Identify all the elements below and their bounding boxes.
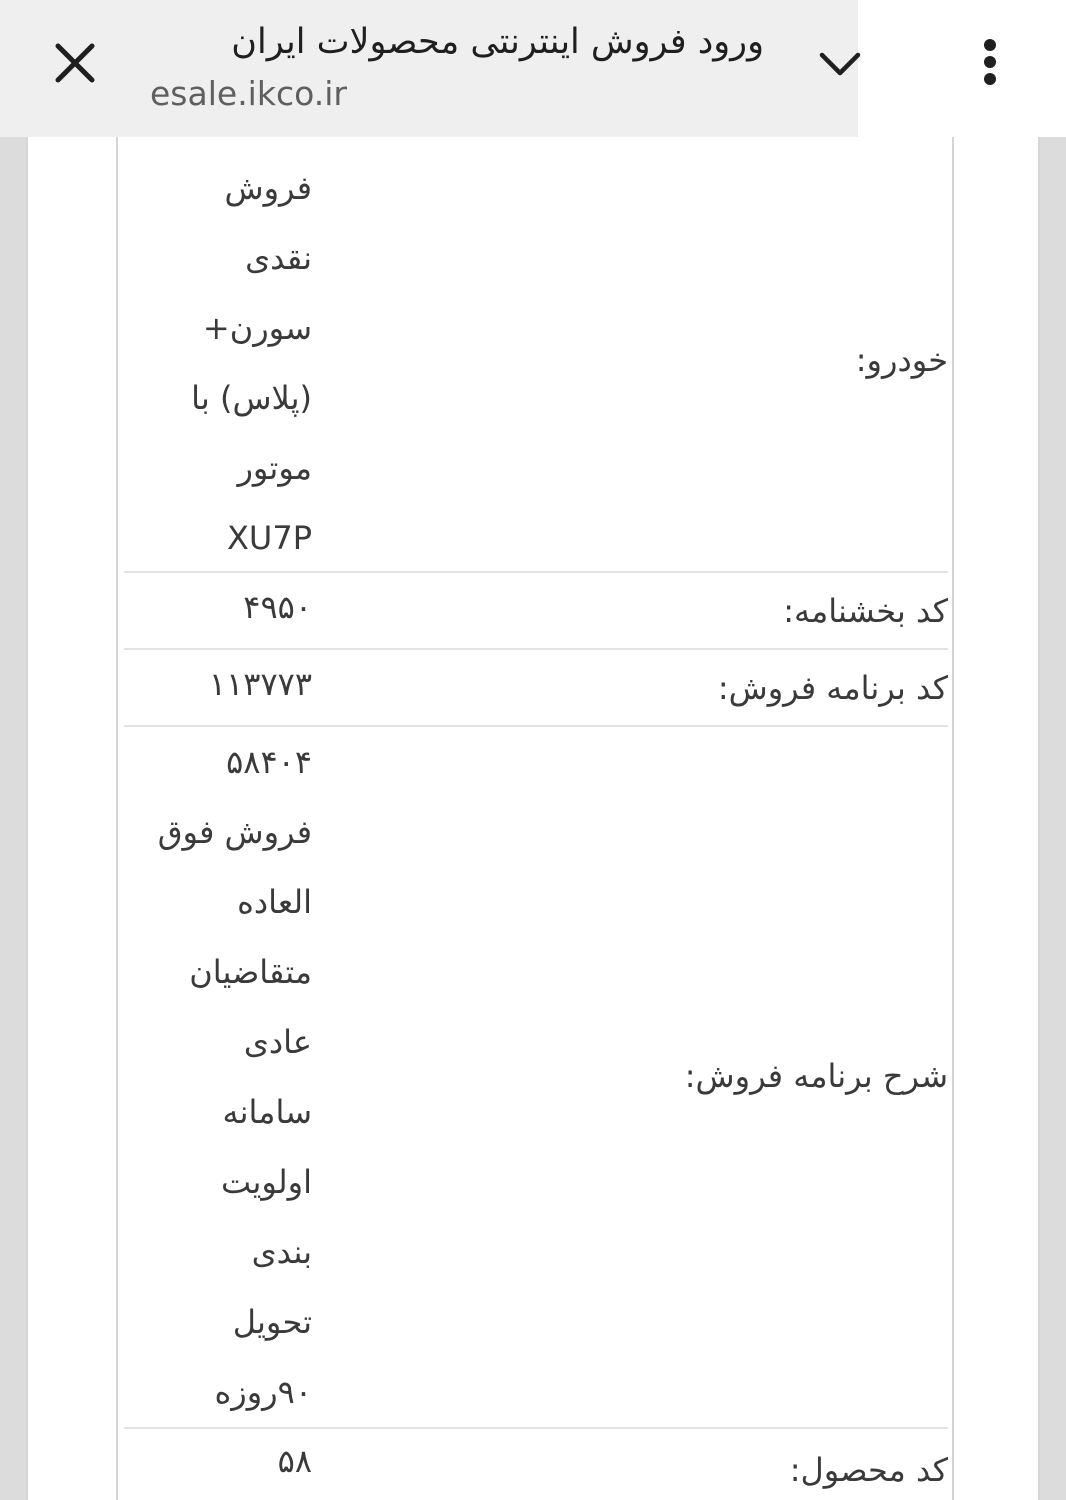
page-info[interactable] <box>150 14 770 124</box>
car-label: خودرو: <box>855 341 948 379</box>
browser-toolbar <box>0 0 1066 137</box>
row-car <box>124 137 948 573</box>
sale-program-desc-line: بندی <box>251 1233 312 1271</box>
product-code-label: کد محصول: <box>789 1451 948 1489</box>
page-margin-right <box>1040 137 1066 1500</box>
sale-program-desc-line: عادی <box>243 1023 312 1061</box>
car-value-line: XU7P <box>227 519 312 557</box>
sale-program-code-text: ۱۱۳۷۷۳ <box>208 665 312 703</box>
sale-program-desc-line: فروش فوق <box>157 813 312 851</box>
sale-program-desc-label: شرح برنامه فروش: <box>684 1057 948 1095</box>
sale-program-desc-line: تحویل <box>232 1303 312 1341</box>
row-sale-program-desc <box>124 727 948 1429</box>
custom-tab-header <box>0 0 858 137</box>
product-code-text: ۵۸ <box>277 1442 312 1480</box>
page-url: esale.ikco.ir <box>150 74 347 113</box>
page-content <box>0 137 1066 1500</box>
more-vertical-icon <box>982 37 998 87</box>
sale-program-code-value <box>209 664 312 704</box>
details-table <box>116 137 954 1500</box>
car-value <box>191 153 312 573</box>
close-button[interactable] <box>40 28 110 98</box>
overflow-menu-button[interactable] <box>960 30 1020 94</box>
chevron-down-icon <box>818 50 862 78</box>
car-value-line: نقدی <box>245 239 312 277</box>
page-title: ورود فروش اینترنتی محصولات ایران <box>231 22 764 62</box>
row-circular-code <box>124 573 948 650</box>
title-fade <box>150 14 190 74</box>
product-code-value <box>278 1441 312 1481</box>
car-value-line: (پلاس) با <box>191 379 312 417</box>
expand-button[interactable] <box>810 36 870 92</box>
sale-program-desc-line: متقاضیان <box>189 953 312 991</box>
close-icon <box>55 43 95 83</box>
sale-program-desc-value <box>158 727 312 1427</box>
sale-program-code-label: کد برنامه فروش: <box>717 669 948 707</box>
sale-program-desc-line: ۹۰روزه <box>214 1373 312 1411</box>
sale-program-desc-line: سامانه <box>222 1093 312 1131</box>
car-value-line: سورن+ <box>202 309 312 347</box>
sale-program-desc-line: اولویت <box>221 1163 312 1201</box>
circular-code-text: ۴۹۵۰ <box>243 588 312 626</box>
circular-code-label: کد بخشنامه: <box>783 592 948 630</box>
page-margin-left <box>0 137 26 1500</box>
car-value-line: فروش <box>224 169 312 207</box>
sale-program-desc-line: العاده <box>237 883 312 921</box>
content-card <box>26 137 1040 1500</box>
row-sale-program-code <box>124 650 948 727</box>
car-value-line: موتور <box>237 449 312 487</box>
row-product-code <box>124 1429 948 1500</box>
sale-program-desc-line: ۵۸۴۰۴ <box>226 743 312 781</box>
circular-code-value <box>243 587 312 627</box>
